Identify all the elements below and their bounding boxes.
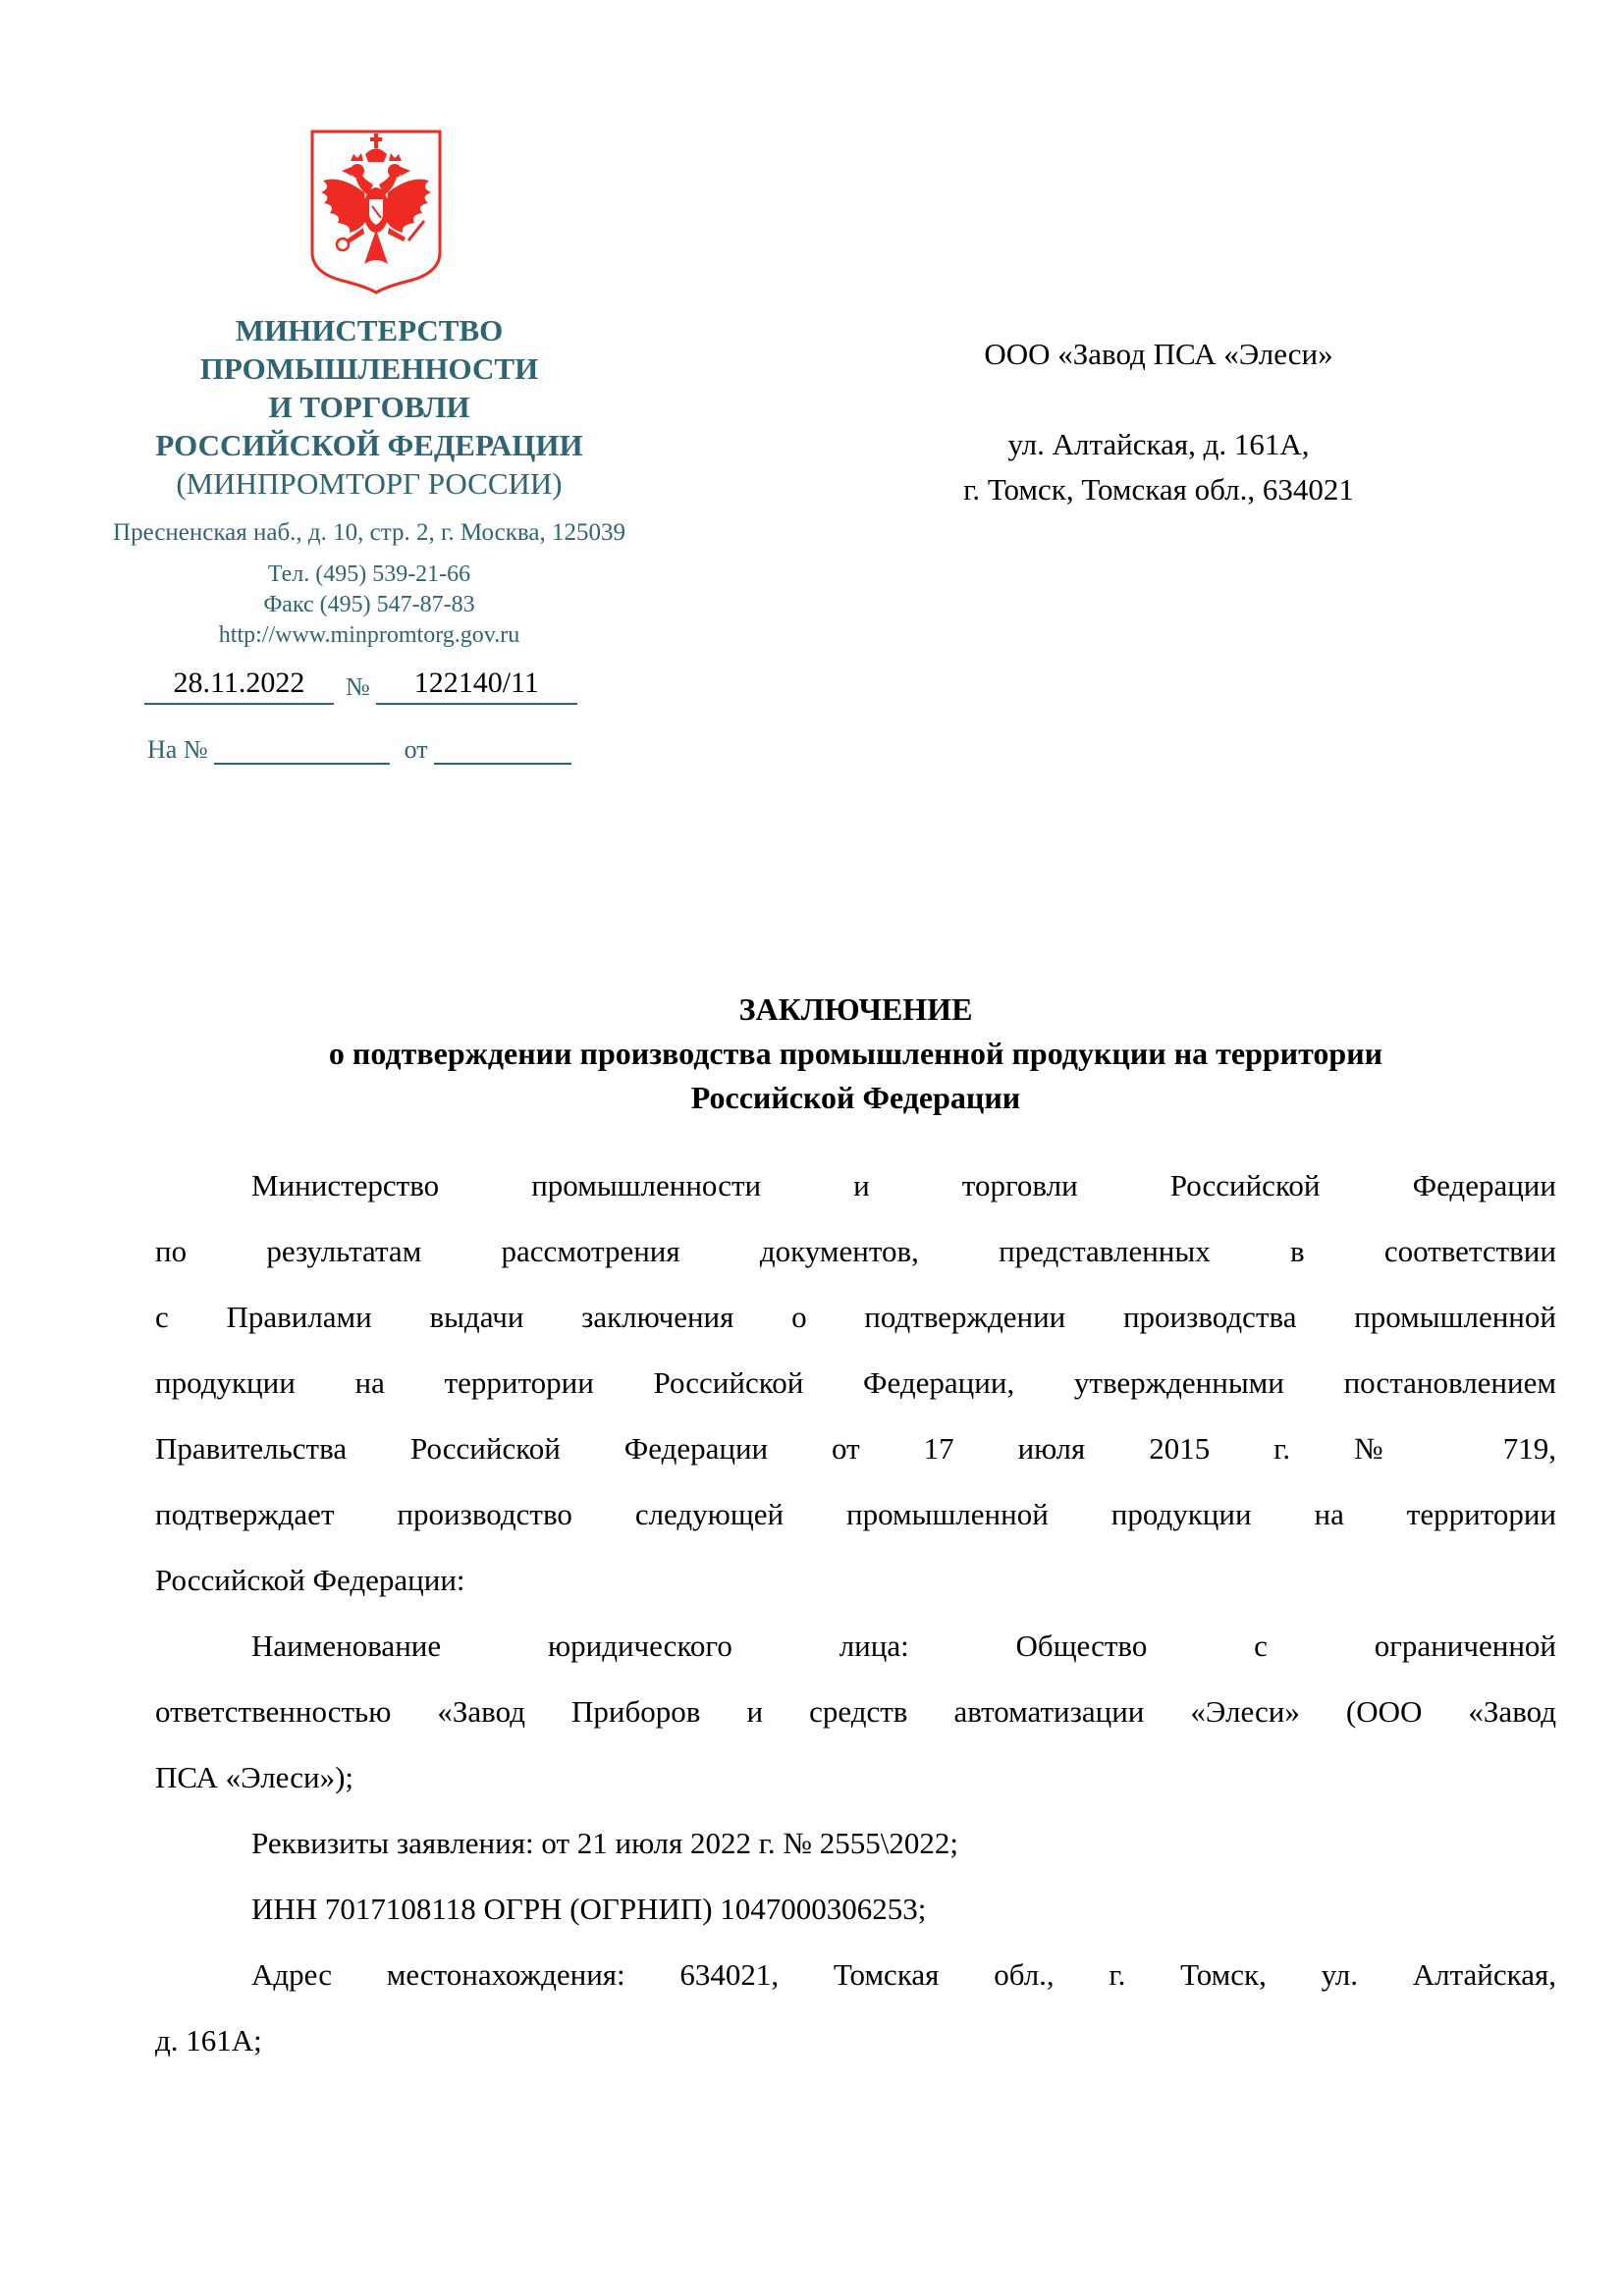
body-line: д. 161А; [155,2023,262,2057]
document-subtitle: о подтверждении производства промышленной продукции на территории [328,1036,1383,1071]
ministry-name-block [39,311,699,503]
recipient-city: г. Томск, Томская обл., 634021 [963,472,1354,507]
body-line: Наименование юридического лица: Общество с ограниченной [251,1629,1556,1663]
document-body [155,1152,1556,2073]
recipient-spacer [884,377,1434,422]
ministry-contact-block [39,518,699,651]
body-line: Министерство промышленности и торговли Российской Федерации [251,1168,1556,1202]
recipient-street: ул. Алтайская, д. 161А, [1007,427,1310,461]
ministry-name-line: ПРОМЫШЛЕННОСТИ [199,351,539,386]
ministry-name-line: И ТОРГОВЛИ [268,390,470,424]
outgoing-reference-line [144,667,577,705]
body-line: ответственностью «Завод Приборов и средств автоматизации «Элеси» (ООО «Завод [155,1694,1556,1729]
body-line: ПСА «Элеси»); [155,1760,353,1794]
body-line: подтверждает производство следующей промышленной продукции на территории [155,1497,1556,1531]
document-subtitle: Российской Федерации [690,1080,1021,1115]
body-line: Российской Федерации: [155,1563,465,1597]
incoming-ref-label: На № [147,735,208,764]
body-line: с Правилами выдачи заключения о подтверждении производства промышленной [155,1300,1556,1334]
russian-coat-of-arms-icon [307,128,445,296]
outgoing-number-field: 122140/11 [376,667,577,705]
body-line: по результатам рассмотрения документов, представленных в соответствии [155,1234,1556,1268]
number-sign-label: № [346,672,370,701]
document-title-heading: ЗАКЛЮЧЕНИЕ [738,991,973,1027]
incoming-number-underline [214,733,390,765]
incoming-reference-line [147,731,571,765]
ministry-website: http://www.minpromtorg.gov.ru [218,622,520,648]
body-line: Адрес местонахождения: 634021, Томская обл., г. Томск, ул. Алтайская, [251,1957,1556,1992]
ministry-name-line: МИНИСТЕРСТВО [235,313,504,347]
ministry-phone: Тел. (495) 539-21-66 [267,561,471,587]
document-title-block [155,988,1556,1120]
ministry-short-name: (МИНПРОМТОРГ РОССИИ) [176,466,563,501]
incoming-from-label: от [404,735,428,764]
ministry-fax: Факс (495) 547-87-83 [263,592,475,617]
recipient-block [884,332,1434,512]
ministry-name-line: РОССИЙСКОЙ ФЕДЕРАЦИИ [155,428,583,462]
recipient-name: ООО «Завод ПСА «Элеси» [984,337,1333,371]
body-line: продукции на территории Российской Федерации, утвержденными постановлением [155,1365,1556,1400]
body-line: ИНН 7017108118 ОГРН (ОГРНИП) 1047000306253; [251,1892,927,1926]
ministry-postal-address: Пресненская наб., д. 10, стр. 2, г. Москва, 125039 [113,519,625,546]
coat-of-arms-emblem [307,128,445,296]
body-line: Реквизиты заявления: от 21 июля 2022 г. № 2555\2022; [251,1826,958,1860]
outgoing-date-field: 28.11.2022 [144,667,334,705]
body-line: Правительства Российской Федерации от 17 июля 2015 г. № 719, [155,1431,1556,1466]
incoming-date-underline [434,733,571,765]
